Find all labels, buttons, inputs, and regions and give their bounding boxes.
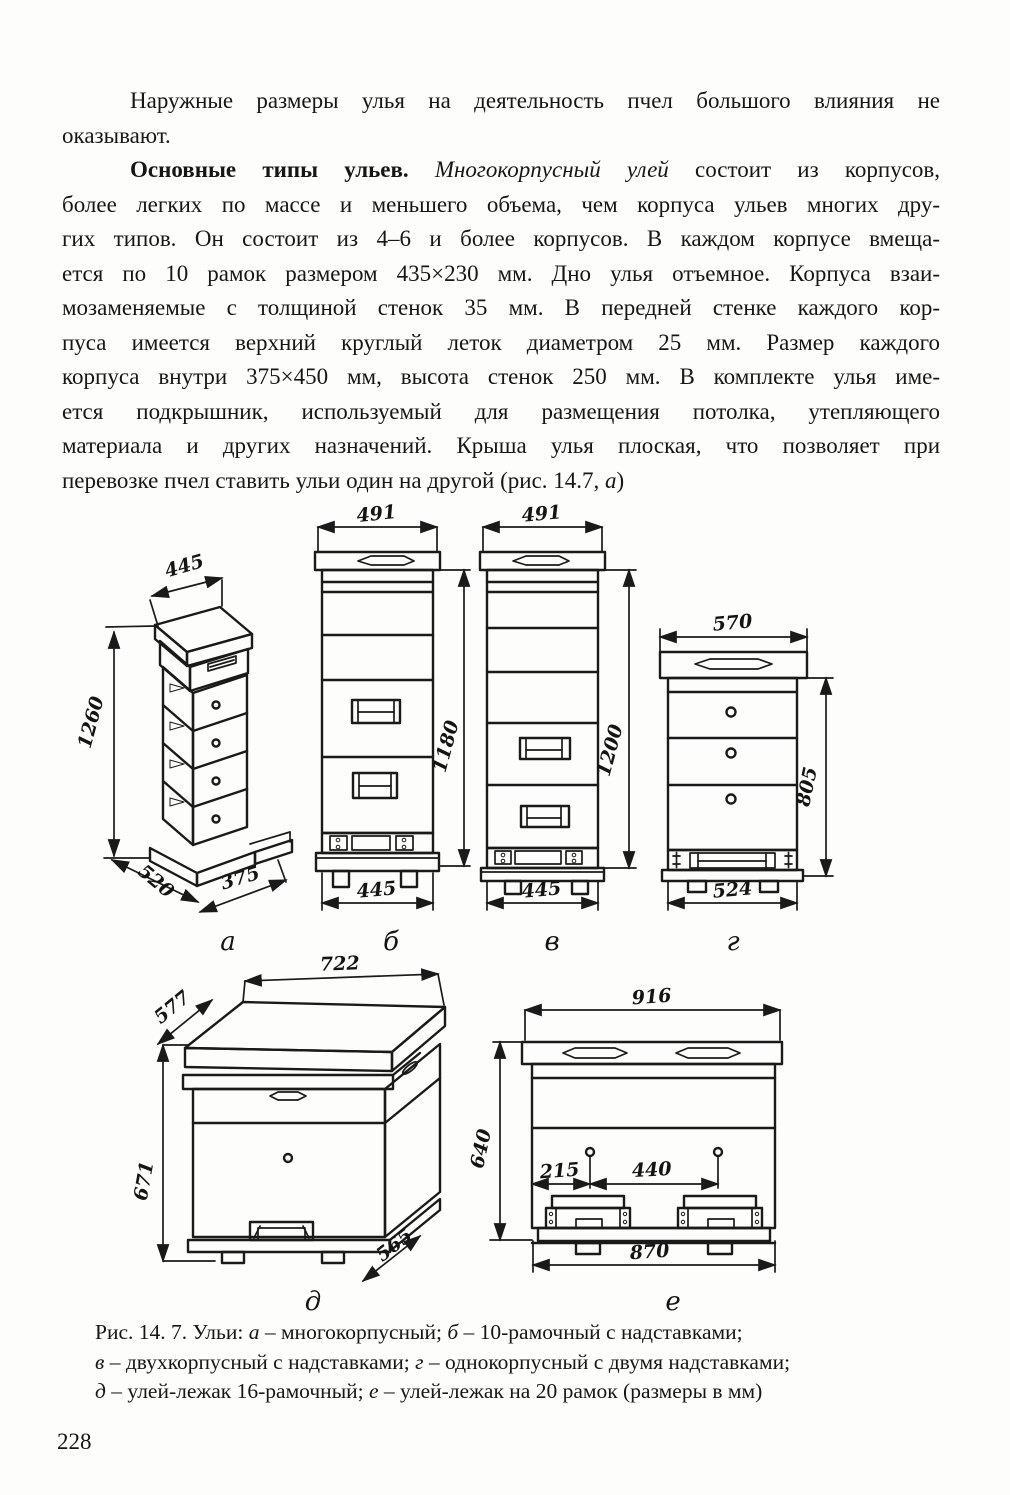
- hive-d-letter: д: [304, 1287, 322, 1315]
- hive-b-drawing: [315, 501, 470, 957]
- dim-e-bottom: 870: [629, 1239, 671, 1265]
- handle-slot: [270, 1092, 306, 1100]
- text-segment: более легких по массе и меньшего объема, чем корпуса ульев многих дру-: [62, 191, 940, 217]
- dim-a-depth: 520: [133, 860, 179, 903]
- text-segment: пуса имеется верхний круглый леток диаметром 25 мм. Размер каждого: [62, 329, 940, 355]
- text-line: [62, 84, 940, 119]
- dim-a-bottom: 375: [218, 861, 263, 895]
- feeder-block: [678, 1196, 762, 1228]
- text-segment: – многокорпусный;: [259, 1320, 448, 1344]
- text-line: [62, 257, 940, 292]
- dim-v-bottom: 445: [520, 877, 563, 903]
- entrance-hole: [727, 708, 736, 717]
- hive-v-letter: в: [544, 927, 560, 957]
- roof-handle-slot: [358, 556, 414, 565]
- dim-d-height: 671: [129, 1159, 159, 1203]
- text-segment: Наружные размеры улья на деятельность пчел большого влияния не: [130, 88, 940, 113]
- roof-handle-slot: [513, 556, 569, 565]
- roof-handle-slot: [676, 1048, 740, 1058]
- dim-e-hole-offset: 215: [539, 1158, 581, 1184]
- body-text: [62, 84, 940, 499]
- text-segment: ): [616, 468, 625, 494]
- text-segment: – однокорпусный с двумя надставками;: [423, 1349, 791, 1374]
- text-segment: – 10-рамочный с надставками;: [458, 1320, 743, 1344]
- text-line: [62, 360, 940, 395]
- text-segment: Рис. 14. 7. Ульи:: [95, 1320, 249, 1344]
- text-line: [62, 153, 940, 188]
- hive-e-drawing: [466, 985, 782, 1315]
- text-segment: а: [605, 468, 617, 494]
- text-segment: мозаменяемые с толщиной стенок 35 мм. В передней стенке каждого кор-: [62, 295, 940, 321]
- feeder-block: [546, 1196, 630, 1228]
- text-line: [62, 188, 940, 223]
- entrance-hole: [213, 702, 220, 709]
- entrance-hole: [213, 778, 220, 785]
- text-segment: – двухкорпусный с надставками;: [104, 1349, 416, 1374]
- text-segment: а: [248, 1320, 260, 1344]
- text-line: [95, 1348, 927, 1378]
- entrance-hole: [586, 1148, 594, 1156]
- hive-v-drawing: [480, 501, 636, 957]
- text-segment: перевозке пчел ставить ульи один на другой (рис. 14.7,: [62, 468, 606, 494]
- roof-handle-slot: [563, 1048, 627, 1058]
- dim-v-height: 1200: [592, 722, 628, 779]
- text-segment: г: [415, 1349, 424, 1374]
- dim-g-top: 570: [711, 610, 754, 636]
- hive-b-letter: б: [383, 927, 399, 957]
- dim-e-hole-spacing: 440: [631, 1157, 673, 1183]
- text-segment: Основные типы ульев.: [130, 157, 435, 183]
- hive-e-letter: е: [665, 1287, 681, 1315]
- text-line: [62, 429, 940, 464]
- dim-d-top: 722: [319, 952, 360, 976]
- text-segment: Многокорпусный улей: [434, 157, 669, 183]
- text-line: [62, 119, 940, 154]
- entrance-hole: [727, 795, 736, 804]
- figure-caption: [95, 1318, 927, 1407]
- text-segment: ется подкрышник, используемый для размещения потолка, утепляющего: [62, 398, 940, 424]
- text-line: [62, 464, 940, 499]
- entrance-hole: [213, 740, 220, 747]
- dim-a-top: 445: [162, 550, 207, 583]
- text-segment: д: [95, 1379, 106, 1404]
- hive-a-drawing: [74, 550, 292, 957]
- text-segment: гих типов. Он состоит из 4–6 и более корпусов. В каждом корпусе вмеща-: [62, 226, 940, 252]
- text-segment: корпуса внутри 375×450 мм, высота стенок 250 мм. В комплекте улья име-: [62, 364, 940, 390]
- dim-e-top: 916: [631, 984, 673, 1010]
- text-line: [95, 1318, 927, 1348]
- dim-a-height: 1260: [73, 694, 109, 751]
- roof-handle-slot: [695, 659, 772, 669]
- dim-g-bottom: 524: [711, 877, 754, 903]
- text-segment: б: [447, 1320, 459, 1344]
- entrance-hole: [727, 749, 736, 758]
- dim-v-top: 491: [520, 501, 563, 527]
- dim-e-height: 640: [466, 1127, 497, 1171]
- dim-g-height: 805: [792, 765, 823, 809]
- entrance-hole: [284, 1154, 292, 1162]
- text-segment: – улей-лежак на 20 рамок (размеры в мм): [378, 1379, 763, 1404]
- text-segment: ется по 10 рамок размером 435×230 мм. Дно улья отъемное. Корпуса взаи-: [62, 260, 940, 286]
- entrance-hole: [714, 1148, 722, 1156]
- dim-d-depth: 577: [149, 986, 195, 1029]
- hive-a-letter: а: [220, 927, 236, 957]
- text-line: [62, 291, 940, 326]
- dim-b-height: 1180: [428, 718, 464, 775]
- text-segment: е: [369, 1379, 379, 1404]
- hive-g-letter: г: [726, 927, 740, 957]
- figure-14-7: [0, 495, 1010, 1315]
- text-segment: состоит из корпусов,: [668, 157, 941, 183]
- text-line: [95, 1377, 927, 1407]
- text-segment: материала и других назначений. Крыша улья плоская, что позволяет при: [62, 433, 940, 459]
- text-segment: – улей-лежак 16-рамочный;: [105, 1379, 369, 1404]
- hive-d-drawing: [130, 952, 445, 1315]
- dim-b-top: 491: [355, 501, 398, 528]
- entrance-hole: [213, 816, 220, 823]
- text-segment: оказывают.: [62, 122, 171, 148]
- text-line: [62, 222, 940, 257]
- hive-g-drawing: [660, 610, 833, 957]
- text-line: [62, 326, 940, 361]
- page-number: 228: [57, 1429, 92, 1454]
- text-segment: в: [95, 1349, 105, 1374]
- text-line: [62, 395, 940, 430]
- dim-d-bottom-depth: 565: [371, 1224, 417, 1267]
- dim-b-bottom: 445: [355, 877, 398, 903]
